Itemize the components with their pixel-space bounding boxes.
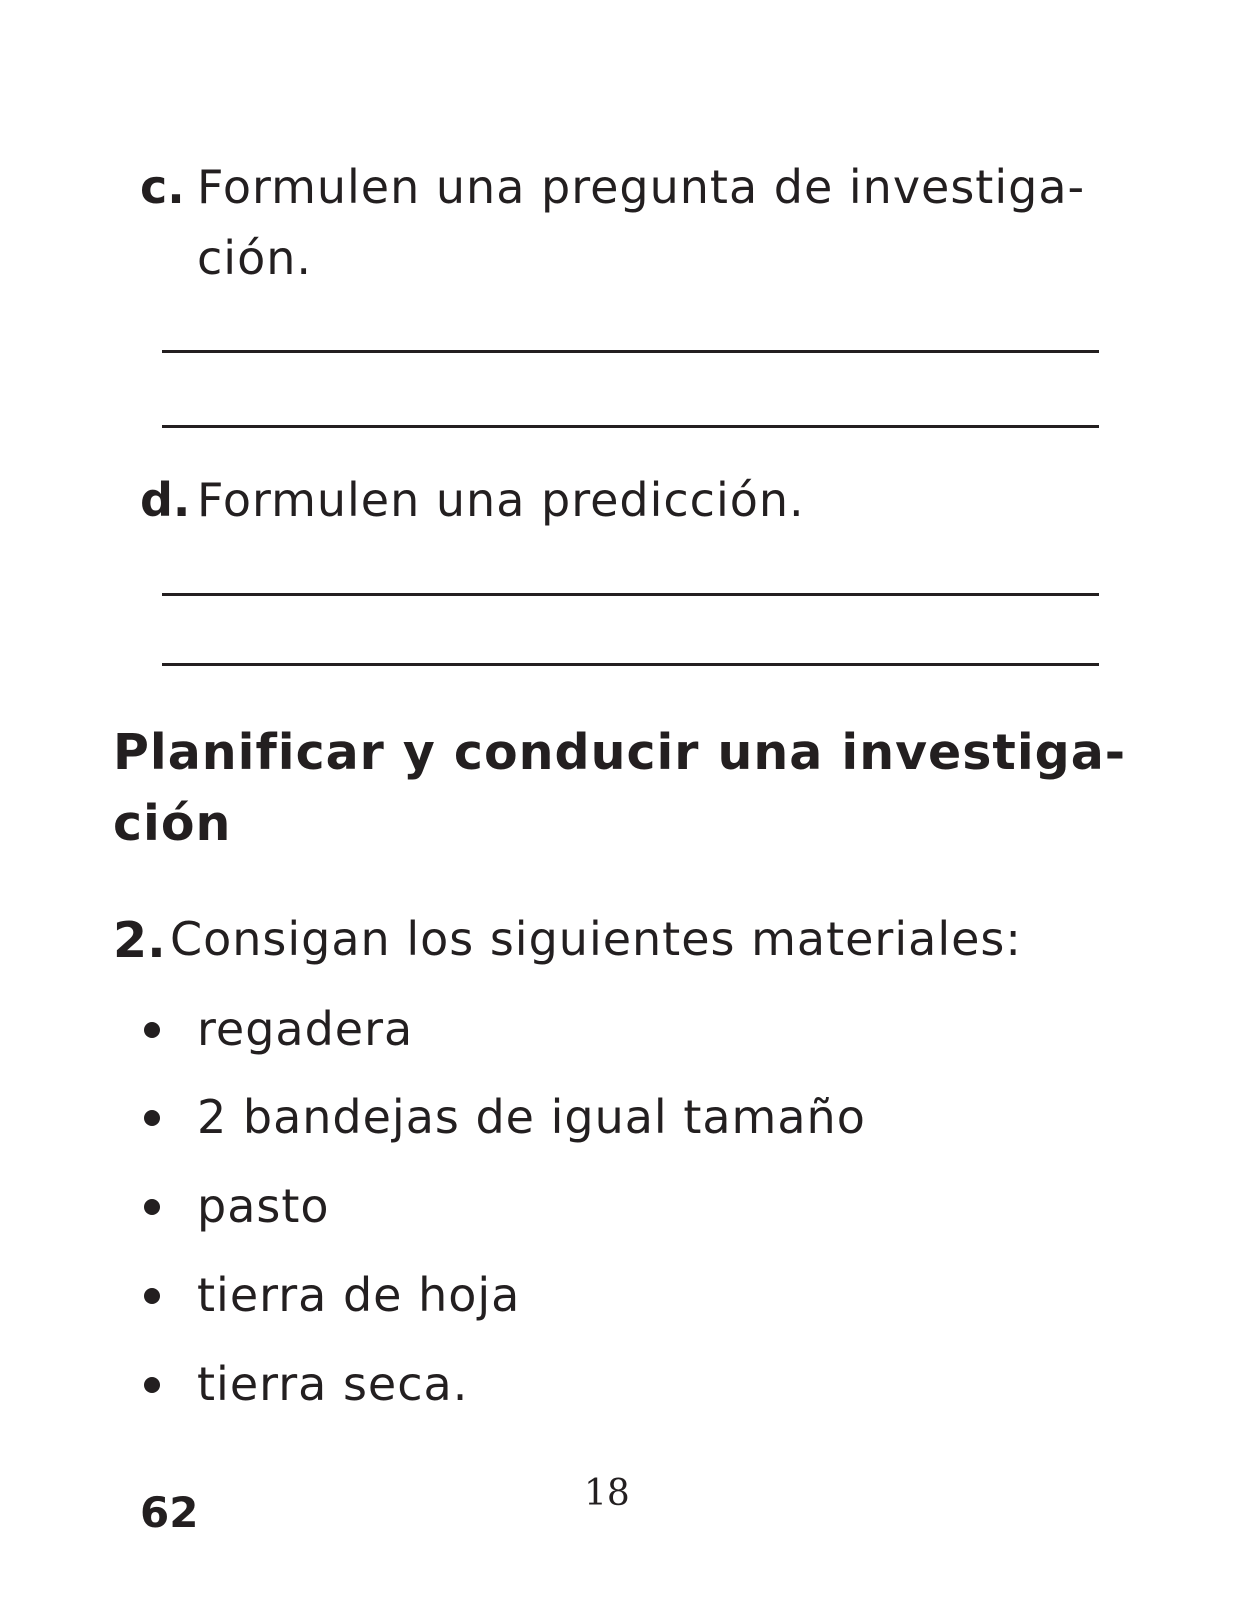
bullet-icon	[144, 1110, 160, 1126]
item-c-text-line1: Formulen una pregunta de investiga-	[197, 160, 1086, 214]
question-2-text: Consigan los siguientes materiales:	[170, 912, 1022, 966]
bullet-icon	[144, 1288, 160, 1304]
list-item: 2 bandejas de igual tamaño	[197, 1090, 866, 1144]
bullet-icon	[144, 1199, 160, 1215]
bullet-icon	[144, 1377, 160, 1393]
list-item: tierra seca.	[197, 1357, 469, 1411]
page-number: 62	[140, 1488, 199, 1537]
answer-line-d2[interactable]	[162, 663, 1099, 666]
list-item: pasto	[197, 1179, 330, 1233]
section-heading-line1: Planificar y conducir una investiga-	[113, 724, 1127, 781]
list-item: regadera	[197, 1002, 414, 1056]
question-2-number: 2.	[113, 912, 166, 969]
answer-line-c1[interactable]	[162, 350, 1099, 353]
sheet-number: 18	[584, 1473, 630, 1514]
list-item: tierra de hoja	[197, 1268, 521, 1322]
item-d-letter: d.	[140, 473, 191, 527]
item-c-letter: c.	[140, 160, 185, 214]
item-d-text: Formulen una predicción.	[197, 473, 805, 527]
section-heading-line2: ción	[113, 795, 232, 852]
bullet-icon	[144, 1022, 160, 1038]
answer-line-c2[interactable]	[162, 425, 1099, 428]
item-c-text-line2: ción.	[197, 231, 312, 285]
answer-line-d1[interactable]	[162, 593, 1099, 596]
